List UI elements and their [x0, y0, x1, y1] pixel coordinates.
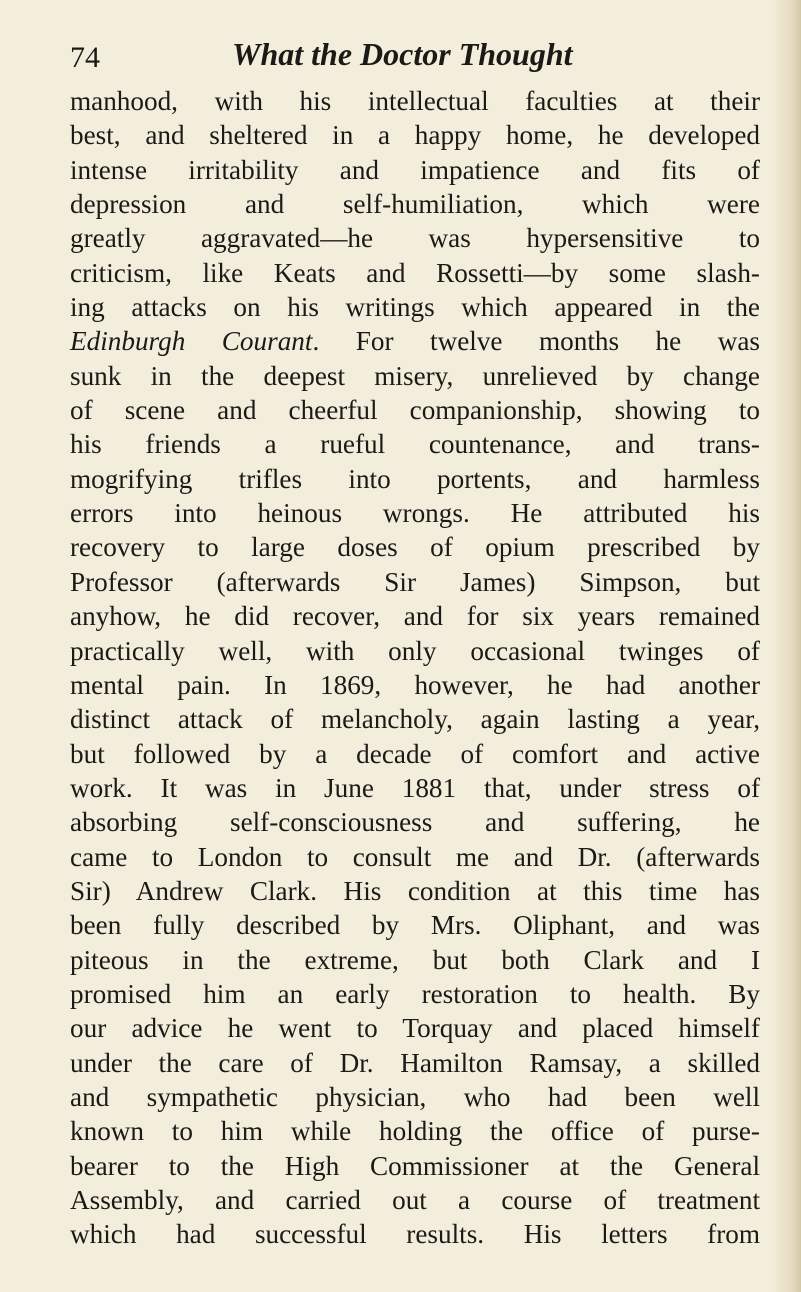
- text-segment: known to him while holding the office of purse-: [70, 1116, 760, 1147]
- text-segment: recovery to large doses of opium prescribed by: [70, 532, 760, 563]
- text-segment: but followed by a decade of comfort and active: [70, 738, 760, 769]
- text-line: [70, 668, 760, 702]
- text-line: [70, 187, 760, 221]
- text-line: [70, 599, 760, 633]
- italic-title-text: Edinburgh Courant: [70, 326, 313, 357]
- text-segment: Sir) Andrew Clark. His condition at this time has: [70, 875, 760, 906]
- text-line: [70, 153, 760, 187]
- text-line: [70, 256, 760, 290]
- text-line: [70, 393, 760, 427]
- text-line: [70, 1046, 760, 1080]
- text-segment: piteous in the extreme, but both Clark and I: [70, 944, 760, 975]
- text-line: [70, 84, 760, 118]
- running-title: What the Doctor Thought: [232, 36, 573, 72]
- text-segment: been fully described by Mrs. Oliphant, and was: [70, 910, 760, 941]
- text-line: [70, 290, 760, 324]
- text-segment: absorbing self-consciousness and suffering, he: [70, 807, 760, 838]
- text-segment: intense irritability and impatience and fits of: [70, 154, 760, 185]
- text-line: [70, 462, 760, 496]
- text-segment: best, and sheltered in a happy home, he developed: [70, 120, 760, 151]
- text-line: [70, 840, 760, 874]
- text-segment: which had successful results. His letters from: [70, 1219, 760, 1250]
- text-line: [70, 634, 760, 668]
- text-segment: work. It was in June 1881 that, under stress of: [70, 772, 760, 803]
- text-line: [70, 874, 760, 908]
- page-edge-shadow: [771, 0, 801, 1292]
- text-segment: and sympathetic physician, who had been well: [70, 1081, 760, 1112]
- text-segment: distinct attack of melancholy, again lasting a year,: [70, 704, 760, 735]
- text-segment: criticism, like Keats and Rossetti—by some slash-: [70, 257, 760, 288]
- text-segment: errors into heinous wrongs. He attributed his: [70, 498, 760, 529]
- text-segment: came to London to consult me and Dr. (afterwards: [70, 841, 760, 872]
- text-segment: sunk in the deepest misery, unrelieved by change: [70, 360, 760, 391]
- text-line: [70, 565, 760, 599]
- text-line: [70, 702, 760, 736]
- text-line: [70, 805, 760, 839]
- page-number: 74: [70, 41, 100, 74]
- text-segment: Assembly, and carried out a course of treatment: [70, 1185, 760, 1215]
- text-line: [70, 118, 760, 152]
- text-segment: practically well, with only occasional twinges of: [70, 635, 760, 666]
- page-header: [70, 32, 760, 76]
- text-segment: depression and self-humiliation, which were: [70, 189, 760, 220]
- text-line: [70, 771, 760, 805]
- text-segment: Professor (afterwards Sir James) Simpson, but: [70, 566, 760, 597]
- text-line: [70, 1149, 760, 1183]
- text-line: [70, 1217, 760, 1251]
- text-segment: . For twelve months he was: [312, 326, 761, 357]
- text-line: [70, 496, 760, 530]
- text-line: [70, 977, 760, 1011]
- text-line: [70, 1114, 760, 1148]
- text-segment: promised him an early restoration to health. By: [70, 978, 760, 1009]
- text-line: [70, 908, 760, 942]
- text-segment: bearer to the High Commissioner at the General: [70, 1150, 760, 1181]
- text-line: [70, 1080, 760, 1114]
- text-segment: our advice he went to Torquay and placed himself: [70, 1013, 760, 1044]
- text-segment: under the care of Dr. Hamilton Ramsay, a skilled: [70, 1047, 760, 1078]
- text-line: [70, 359, 760, 393]
- text-line: [70, 530, 760, 564]
- text-line: [70, 324, 760, 358]
- text-line: [70, 1183, 760, 1217]
- text-segment: manhood, with his intellectual faculties at their: [70, 86, 760, 116]
- text-segment: anyhow, he did recover, and for six years remained: [70, 601, 760, 632]
- text-line: [70, 943, 760, 977]
- body-paragraph: [70, 84, 760, 1252]
- text-segment: ing attacks on his writings which appeared in the: [70, 292, 760, 323]
- text-line: [70, 737, 760, 771]
- text-line: [70, 427, 760, 461]
- text-segment: mental pain. In 1869, however, he had another: [70, 669, 760, 700]
- text-segment: greatly aggravated—he was hypersensitive to: [70, 223, 760, 254]
- text-segment: mogrifying trifles into portents, and harmless: [70, 463, 760, 494]
- text-segment: of scene and cheerful companionship, showing to: [70, 395, 760, 426]
- text-line: [70, 1011, 760, 1045]
- text-segment: his friends a rueful countenance, and trans-: [70, 429, 760, 460]
- text-line: [70, 221, 760, 255]
